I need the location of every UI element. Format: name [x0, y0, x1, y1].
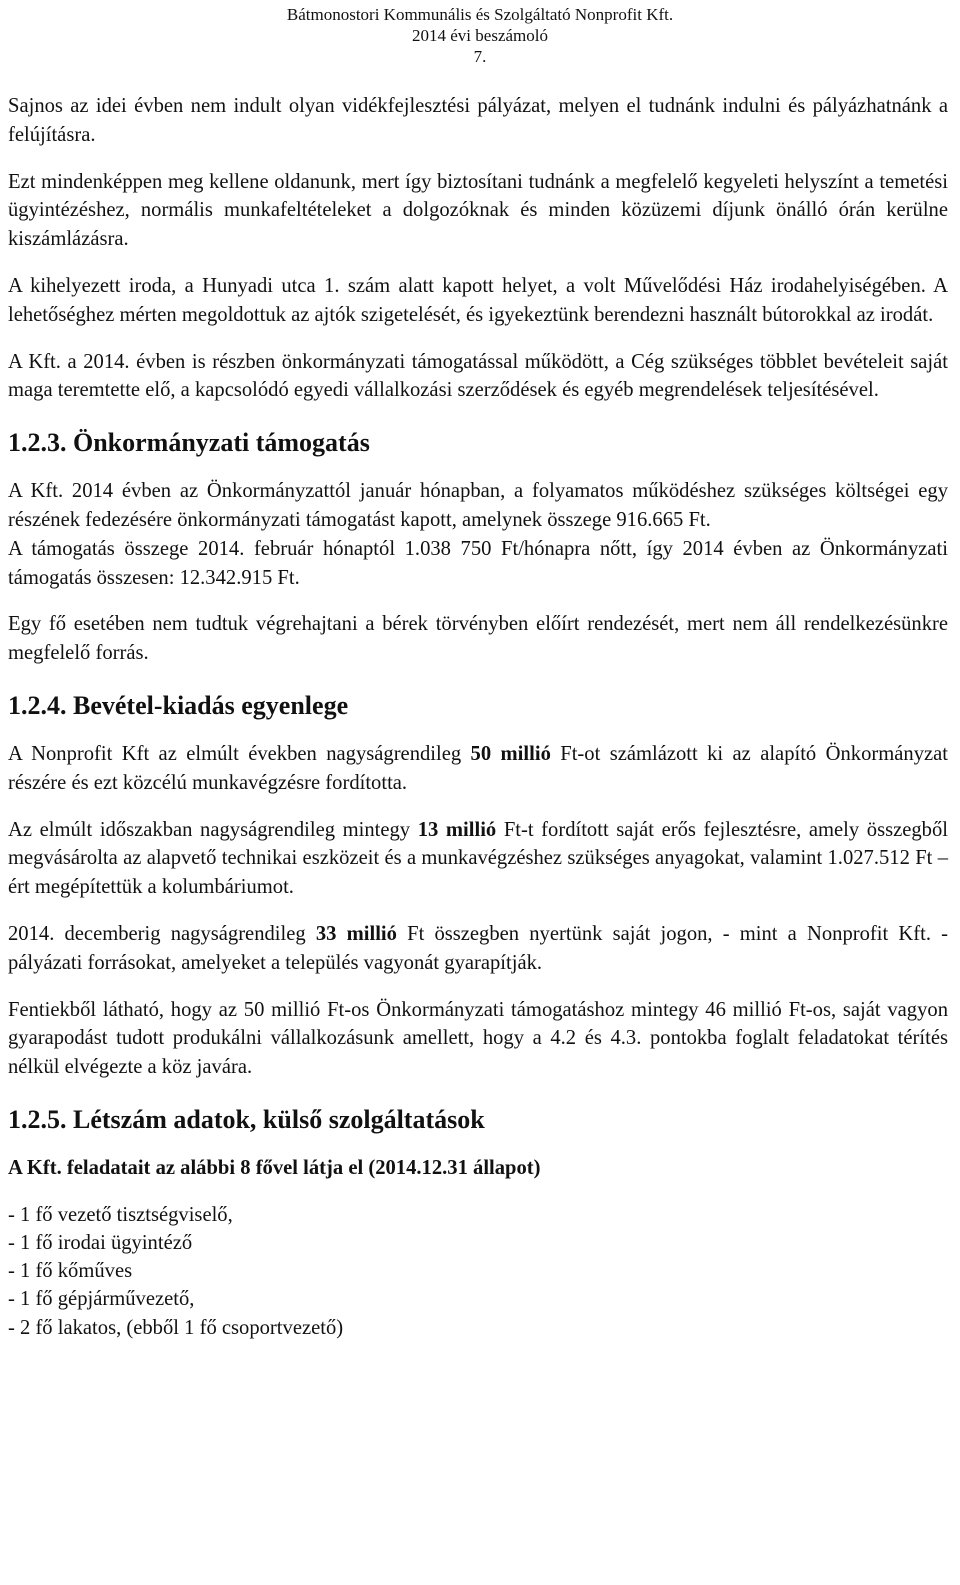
page-number: 7.	[473, 47, 487, 66]
paragraph-sentence: A lehetőséghez mérten megoldottuk az ajtók szigetelését, és igyekeztünk berendezni használt bútorokkal az irodát.	[8, 274, 948, 326]
paragraph: A támogatás összege 2014. február hónaptól 1.038 750 Ft/hónapra nőtt, így 2014 évben az Önkormányzati támogatás összesen: 12.342.915 Ft.	[8, 537, 948, 589]
section-heading: 1.2.3. Önkormányzati támogatás	[8, 428, 370, 458]
text-run: Ft összegben nyertünk saját jogon, - mint a Nonprofit Kft. - pályázati forrásokat, amelyeket a település vagyonát gyarapítják.	[8, 922, 948, 974]
paragraph: Fentiekből látható, hogy az 50 millió Ft-os Önkormányzati támogatáshoz mintegy 46 millió Ft-os, saját vagyon gyarapodást tudott produkálni vállalkozásunk amellett, hogy a 4.2 és 4.3. pontokba foglalt feladatokat térítés nélkül elvégezte a köz javára.	[8, 998, 948, 1079]
text-run: Az elmúlt időszakban nagyságrendileg mintegy	[8, 818, 418, 841]
bold-amount: 33 millió	[315, 922, 397, 945]
text-run: Ft-ot számlázott ki az alapító Önkormányzat részére és ezt közcélú munkavégzésre fordította.	[8, 742, 948, 794]
staff-list	[8, 1201, 948, 1342]
text-run: Ft-t fordított saját erős fejlesztésre, amely összegből megvásárolta az alapvető technikai eszközeit és a munkavégzéshez szükséges anyagokat, valamint 1.027.512 Ft –ért megépítettük a kolumbáriumot.	[8, 818, 948, 899]
section-heading: 1.2.5. Létszám adatok, külső szolgáltatások	[8, 1104, 485, 1134]
paragraph	[8, 740, 948, 798]
paragraph: A Kft. 2014 évben az Önkormányzattól január hónapban, a folyamatos működéshez szükséges költségei egy részének fedezésére önkormányzati támogatást kapott, amelynek összege 916.665 Ft.	[8, 480, 948, 531]
text-run: 2014. decemberig nagyságrendileg	[8, 922, 316, 945]
list-item: - 1 fő irodai ügyintéző	[8, 1231, 193, 1254]
header-report: 2014 évi beszámoló	[412, 26, 548, 45]
list-item: - 1 fő kőműves	[8, 1260, 133, 1283]
section-heading: 1.2.4. Bevétel-kiadás egyenlege	[8, 690, 349, 720]
document-body	[8, 92, 948, 1342]
paragraph: Egy fő esetében nem tudtuk végrehajtani a bérek törvényben előírt rendezését, mert nem áll rendelkezésünkre megfelelő forrás.	[8, 613, 948, 665]
paragraph	[8, 816, 948, 902]
paragraph: A Kft. a 2014. évben is részben önkormányzati támogatással működött, a Cég szükséges többlet bevételeit saját maga teremtette elő, a kapcsolódó egyedi vállalkozási szerződések és egyéb megrendelések teljesítésével.	[8, 350, 948, 402]
paragraph	[8, 272, 948, 330]
bold-amount: 13 millió	[417, 818, 497, 841]
list-item: - 2 fő lakatos, (ebből 1 fő csoportvezető)	[8, 1316, 344, 1339]
bold-amount: 50 millió	[470, 742, 551, 765]
list-item: - 1 fő vezető tisztségviselő,	[8, 1203, 233, 1226]
page-header	[0, 4, 960, 67]
header-company: Bátmonostori Kommunális és Szolgáltató Nonprofit Kft.	[286, 5, 674, 24]
paragraph: Ezt mindenképpen meg kellene oldanunk, mert így biztosítani tudnánk a megfelelő kegyeleti helyszínt a temetési ügyintézéshez, normális munkafeltételeket a dolgozóknak és minden közüzemi díjunk önálló órán kerülne kiszámlázásra.	[8, 170, 948, 251]
paragraph	[8, 920, 948, 978]
text-run: A Nonprofit Kft az elmúlt években nagyságrendileg	[8, 742, 471, 765]
list-item: - 1 fő gépjárművezető,	[8, 1288, 195, 1311]
paragraph: Sajnos az idei évben nem indult olyan vidékfejlesztési pályázat, melyen el tudnánk indulni és pályázhatnánk a felújításra.	[8, 95, 948, 146]
staff-intro: A Kft. feladatait az alábbi 8 fővel látja el (2014.12.31 állapot)	[8, 1156, 541, 1179]
paragraph-sentence: A kihelyezett iroda, a Hunyadi utca 1. szám alatt kapott helyet, a volt Művelődési Ház irodahelyiségében.	[8, 274, 926, 297]
